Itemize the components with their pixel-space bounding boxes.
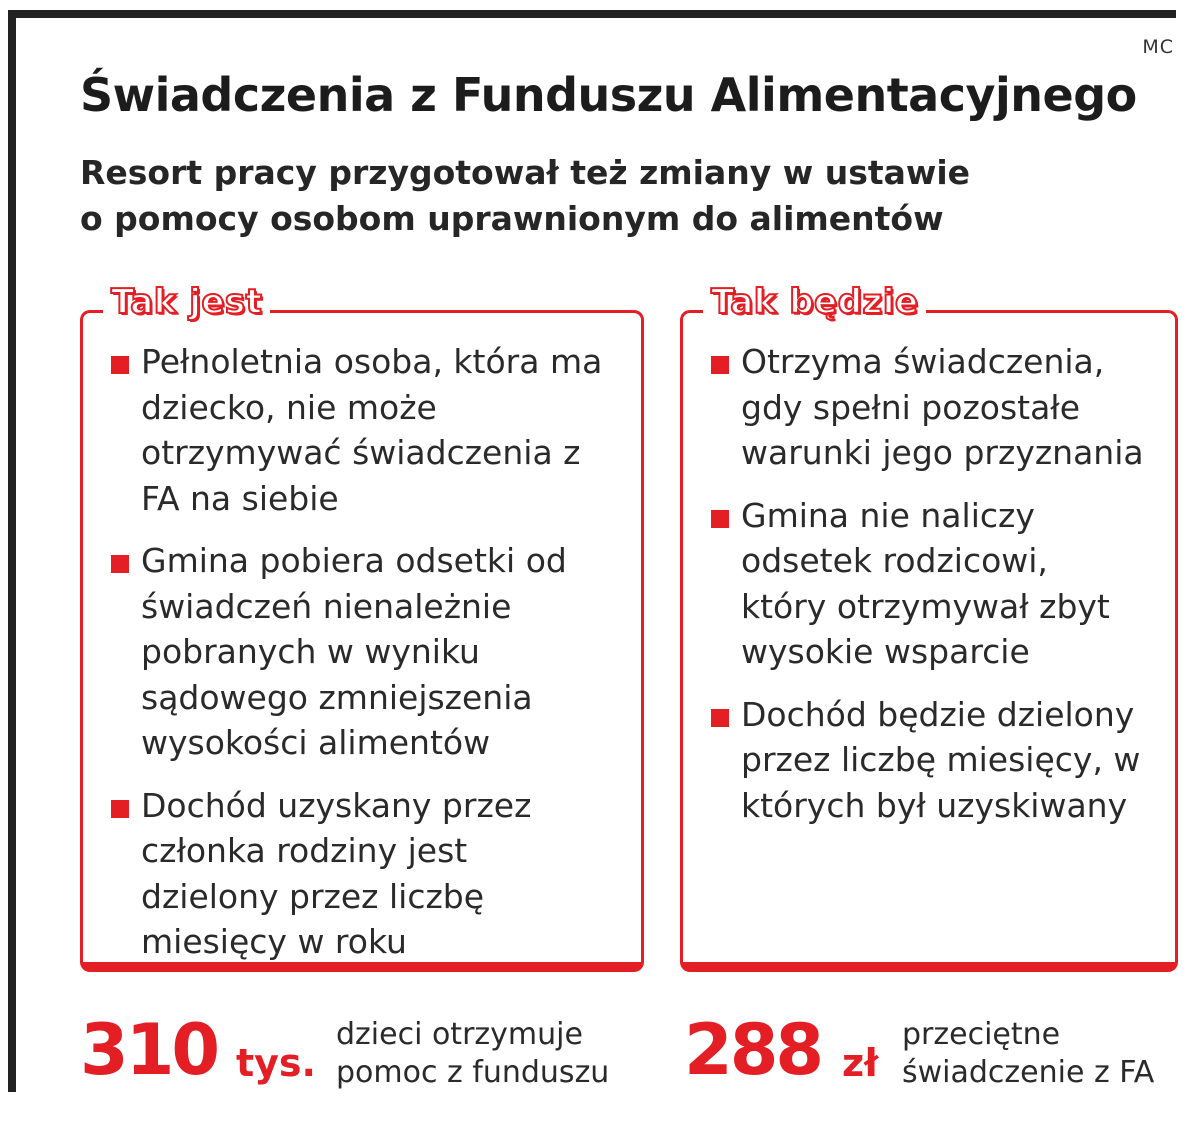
current-state-label: Tak jest (103, 279, 270, 325)
square-bullet-icon (111, 555, 129, 573)
average-benefit-description (902, 1016, 1154, 1092)
children-count-desc-line-1: dzieci otrzymuje (336, 1017, 583, 1052)
average-benefit-desc-line-2: świadczenie z FA (902, 1055, 1155, 1090)
average-benefit-desc-line-1: przeciętne (902, 1017, 1061, 1052)
children-count-unit: tys. (236, 1041, 316, 1085)
current-state-box (80, 282, 644, 972)
children-count-number: 310 (80, 1009, 218, 1091)
list-item-text: Gmina nie naliczy odsetek rodzicowi, który otrzymywał zbyt wysokie wsparcie (741, 495, 1110, 671)
future-state-list (683, 313, 1175, 828)
subtitle-line-2: o pomocy osobom uprawnionym do alimentów (80, 199, 944, 238)
children-count-description (336, 1016, 609, 1092)
list-item-text: Otrzyma świadczenia, gdy spełni pozostałe warunki jego przyznania (741, 342, 1144, 472)
list-item-text: Dochód będzie dzielony przez liczbę miesięcy, w których był uzyskiwany (741, 694, 1141, 825)
list-item (683, 493, 1141, 675)
current-state-list (83, 313, 641, 965)
square-bullet-icon (711, 709, 729, 727)
square-bullet-icon (111, 800, 129, 818)
average-benefit-unit: zł (842, 1041, 879, 1085)
square-bullet-icon (711, 510, 729, 528)
square-bullet-icon (111, 356, 129, 374)
list-item (83, 339, 611, 521)
list-item-text: Dochód uzyskany przez członka rodziny jest dzielony przez liczbę miesięcy w roku (141, 785, 532, 961)
frame-left-bar (8, 10, 16, 1092)
subtitle-line-1: Resort pracy przygotował też zmiany w ustawie (80, 153, 971, 192)
children-count-desc-line-2: pomoc z funduszu (336, 1055, 610, 1090)
list-item (683, 692, 1151, 829)
list-item (83, 783, 611, 965)
list-item-text: Pełnoletnia osoba, która ma dziecko, nie może otrzymywać świadczenia z FA na siebie (141, 342, 603, 518)
list-item (683, 339, 1171, 476)
future-state-label: Tak będzie (703, 279, 926, 325)
list-item (83, 538, 621, 766)
credit: MC (1142, 36, 1174, 58)
square-bullet-icon (711, 356, 729, 374)
average-benefit-number: 288 (684, 1009, 822, 1091)
frame-top-bar (8, 10, 1176, 18)
page-title: Świadczenia z Funduszu Alimentacyjnego (80, 68, 1137, 122)
future-state-box (680, 282, 1178, 972)
subtitle (80, 150, 970, 242)
list-item-text: Gmina pobiera odsetki od świadczeń nienależnie pobranych w wyniku sądowego zmniejszenia wysokości alimentów (141, 541, 567, 762)
